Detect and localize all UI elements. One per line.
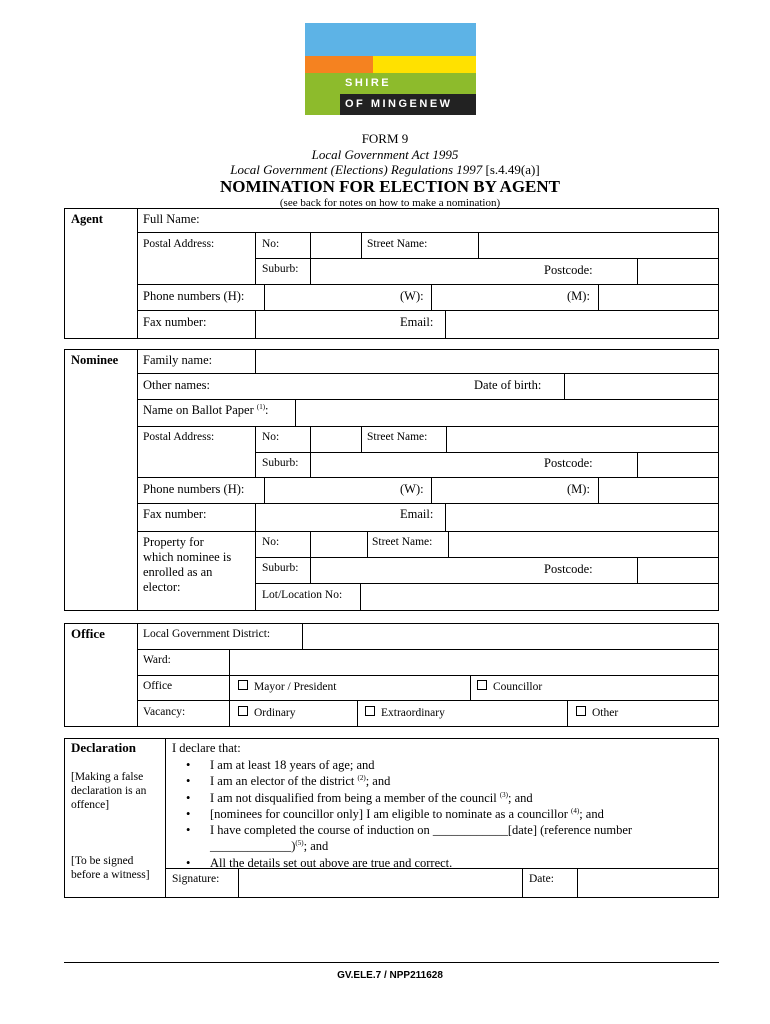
- ballot-note-ref: (1): [256, 403, 266, 411]
- date-label: Date:: [529, 873, 554, 885]
- property-postcode-label: Postcode:: [544, 562, 593, 576]
- signature-label: Signature:: [172, 873, 220, 885]
- note-ref-3: (3): [499, 790, 509, 799]
- nominee-family-name-label: Family name:: [143, 353, 213, 367]
- agent-full-name-field[interactable]: [220, 209, 718, 231]
- mayor-checkbox[interactable]: [238, 680, 248, 690]
- bullet-icon: •: [186, 855, 191, 870]
- agent-suburb-label: Suburb:: [262, 263, 299, 275]
- signature-field[interactable]: [239, 869, 521, 897]
- bullet-icon: •: [186, 806, 191, 821]
- nominee-street-label: Street Name:: [367, 431, 428, 443]
- logo-text-shire: SHIRE: [345, 77, 392, 89]
- warning-line1: [Making a false: [71, 771, 144, 783]
- ward-field[interactable]: [230, 650, 718, 674]
- property-no-label: No:: [262, 536, 280, 548]
- mayor-option-label: Mayor / President: [254, 681, 337, 693]
- witness-line1: [To be signed: [71, 855, 134, 867]
- nominee-postal-label: Postal Address:: [143, 431, 215, 443]
- nominee-fax-label: Fax number:: [143, 507, 207, 521]
- bullet-icon: •: [186, 774, 191, 789]
- property-label-line2: which nominee is: [143, 550, 232, 564]
- agent-label: Agent: [71, 212, 103, 226]
- form-number: FORM 9: [361, 131, 409, 146]
- declaration-label: Declaration: [71, 740, 136, 755]
- back-note: (see back for notes on how to make a nomination): [279, 197, 501, 209]
- ordinary-option[interactable]: [238, 706, 296, 720]
- footer-rule: [64, 962, 719, 963]
- witness-note: [71, 854, 150, 882]
- office-label: Office: [71, 626, 105, 641]
- nominee-no-label: No:: [262, 431, 280, 443]
- item-induction-text: I have completed the course of induction on ____________[date] (reference number: [210, 823, 633, 838]
- item-induction-ref: _____________): [210, 839, 296, 854]
- item-correct-text: All the details set out above are true and correct.: [210, 855, 453, 870]
- nominee-no-field[interactable]: [311, 427, 360, 451]
- warning-line3: offence]: [71, 799, 110, 811]
- declaration-intro: I declare that:: [172, 741, 241, 755]
- regulations-title: Local Government (Elections) Regulations 1997: [230, 162, 483, 177]
- agent-fax-label: Fax number:: [143, 315, 207, 329]
- extraordinary-option-label: Extraordinary: [381, 707, 445, 719]
- agent-street-field[interactable]: [479, 233, 718, 257]
- nominee-family-name-field[interactable]: [256, 350, 718, 372]
- logo-orange-band: [305, 56, 373, 73]
- nominee-phone-w-field[interactable]: [432, 478, 557, 502]
- nominee-phone-h-field[interactable]: [265, 478, 390, 502]
- nominee-other-names-label: Other names:: [143, 378, 210, 392]
- property-suburb-field[interactable]: [311, 558, 536, 582]
- item-induction-end: ; and: [303, 839, 329, 854]
- item-disqualified-text: I am not disqualified from being a member of the council: [210, 790, 500, 805]
- footer-code: GV.ELE.7 / NPP211628: [337, 970, 443, 981]
- property-no-field[interactable]: [311, 532, 366, 556]
- date-field[interactable]: [578, 869, 718, 897]
- property-lot-label: Lot/Location No:: [262, 589, 343, 601]
- agent-phone-m-label: (M):: [567, 289, 590, 303]
- declaration-item-elector: [186, 773, 632, 789]
- property-street-label: Street Name:: [372, 536, 433, 548]
- nominee-postcode-field[interactable]: [638, 453, 718, 476]
- agent-postal-label: Postal Address:: [143, 238, 215, 250]
- nominee-dob-label: Date of birth:: [474, 378, 542, 392]
- nominee-suburb-field[interactable]: [311, 453, 536, 476]
- nominee-ballot-field[interactable]: [296, 400, 718, 425]
- agent-no-field[interactable]: [311, 233, 360, 257]
- nominee-phone-m-field[interactable]: [599, 478, 718, 502]
- agent-phone-h-field[interactable]: [265, 285, 390, 309]
- agent-full-name-label: Full Name:: [143, 212, 200, 226]
- ballot-label-text: Name on Ballot Paper: [143, 403, 254, 417]
- office-type-label: Office: [143, 680, 173, 692]
- nominee-suburb-label: Suburb:: [262, 457, 299, 469]
- agent-no-label: No:: [262, 238, 280, 250]
- agent-phone-w-field[interactable]: [432, 285, 557, 309]
- nominee-email-label: Email:: [400, 507, 434, 521]
- declaration-list: [186, 757, 632, 871]
- item-eligible-text: [nominees for councillor only] I am eligible to nominate as a councillor: [210, 806, 572, 821]
- nominee-dob-field[interactable]: [565, 374, 718, 398]
- extraordinary-checkbox[interactable]: [365, 706, 375, 716]
- agent-postcode-label: Postcode:: [544, 263, 593, 277]
- declaration-item-induction-cont: [186, 838, 632, 854]
- nominee-email-field[interactable]: [446, 504, 718, 530]
- property-lot-field[interactable]: [361, 584, 718, 610]
- note-ref-2: (2): [357, 774, 366, 783]
- logo-blue-band: [305, 23, 476, 56]
- nominee-phone-m-label: (M):: [567, 482, 590, 496]
- district-field[interactable]: [303, 624, 718, 648]
- shire-logo: [305, 23, 476, 115]
- declaration-item-age: [186, 757, 632, 773]
- regulations-ref: [s.4.49(a)]: [485, 162, 540, 177]
- district-label: Local Government District:: [143, 628, 271, 640]
- other-option[interactable]: [576, 706, 618, 720]
- item-eligible-end: ; and: [579, 806, 604, 821]
- agent-phone-w-label: (W):: [400, 289, 424, 303]
- agent-email-field[interactable]: [446, 311, 718, 338]
- councillor-option-label: Councillor: [493, 681, 543, 693]
- bullet-icon: •: [186, 790, 191, 805]
- declaration-item-induction: [186, 822, 632, 838]
- ordinary-option-label: Ordinary: [254, 707, 296, 719]
- property-street-field[interactable]: [449, 532, 718, 556]
- councillor-option[interactable]: [477, 680, 542, 694]
- nominee-postcode-label: Postcode:: [544, 456, 593, 470]
- property-suburb-label: Suburb:: [262, 562, 299, 574]
- agent-phone-h-label: Phone numbers (H):: [143, 289, 245, 303]
- ordinary-checkbox[interactable]: [238, 706, 248, 716]
- property-label: [143, 535, 231, 595]
- logo-yellow-band: [373, 56, 476, 73]
- other-checkbox[interactable]: [576, 706, 586, 716]
- nominee-label: Nominee: [71, 353, 119, 367]
- extraordinary-option[interactable]: [365, 706, 445, 720]
- agent-email-label: Email:: [400, 315, 434, 329]
- bullet-icon: •: [186, 758, 191, 772]
- note-ref-4: (4): [571, 806, 580, 815]
- item-elector-end: ; and: [365, 774, 391, 789]
- agent-postcode-field[interactable]: [638, 259, 718, 283]
- warning-line2: declaration is an: [71, 785, 147, 797]
- false-declaration-warning: [71, 770, 146, 812]
- nominee-street-field[interactable]: [447, 427, 718, 451]
- note-ref-5: (5): [295, 839, 304, 848]
- item-disqualified-end: ; and: [508, 790, 533, 805]
- bullet-icon: •: [186, 823, 191, 838]
- declaration-item-disqualified: [186, 790, 632, 806]
- item-elector-text: I am an elector of the district: [210, 774, 358, 789]
- property-label-line3: enrolled as an: [143, 565, 213, 579]
- nominee-ballot-label: Name on Ballot Paper $^{(1)}$:: [143, 403, 269, 417]
- logo-text-mingenew: OF MINGENEW: [345, 98, 453, 110]
- form-title: NOMINATION FOR ELECTION BY AGENT: [219, 177, 561, 196]
- property-postcode-field[interactable]: [638, 558, 718, 582]
- ward-label: Ward:: [143, 654, 171, 666]
- property-label-line4: elector:: [143, 580, 181, 594]
- act-title: Local Government Act 1995: [311, 147, 459, 162]
- nominee-phone-h-label: Phone numbers (H):: [143, 482, 245, 496]
- vacancy-label: Vacancy:: [143, 706, 186, 718]
- agent-suburb-field[interactable]: [311, 259, 536, 283]
- item-age-text: I am at least 18 years of age; and: [210, 758, 375, 772]
- agent-street-label: Street Name:: [367, 238, 428, 250]
- regulations-line: [0, 162, 770, 178]
- declaration-item-eligible: [186, 806, 632, 822]
- mayor-option[interactable]: [238, 680, 336, 694]
- witness-line2: before a witness]: [71, 869, 150, 881]
- agent-phone-m-field[interactable]: [599, 285, 718, 309]
- nominee-phone-w-label: (W):: [400, 482, 424, 496]
- councillor-checkbox[interactable]: [477, 680, 487, 690]
- other-option-label: Other: [592, 707, 619, 719]
- nominee-other-names-field[interactable]: [256, 374, 466, 398]
- property-label-line1: Property for: [143, 535, 204, 549]
